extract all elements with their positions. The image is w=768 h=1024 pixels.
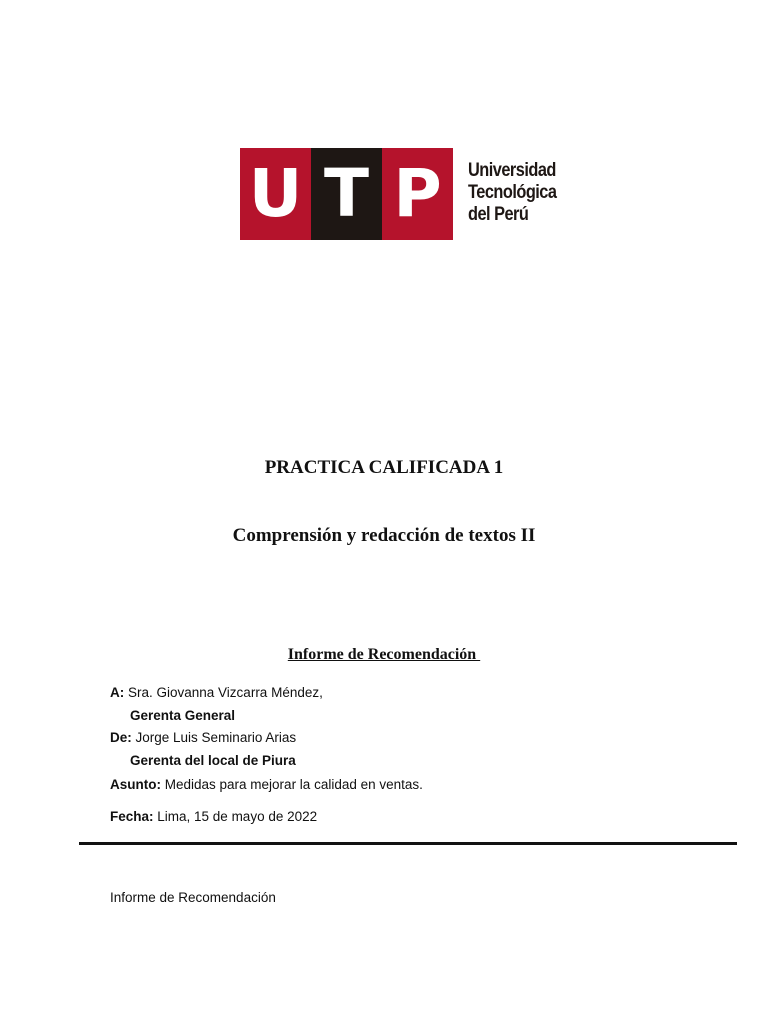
memo-to-role: Gerenta General bbox=[130, 708, 236, 723]
memo-to-label: A: bbox=[110, 685, 125, 700]
memo-subject-value: Medidas para mejorar la calidad en ventas. bbox=[161, 777, 423, 792]
header-divider bbox=[79, 842, 737, 845]
memo-from-value: Jorge Luis Seminario Arias bbox=[131, 730, 297, 745]
memo-from-role: Gerenta del local de Piura bbox=[130, 753, 296, 768]
memo-subject-label: Asunto: bbox=[110, 777, 161, 792]
utp-logo bbox=[240, 148, 566, 240]
memo-date-label: Fecha: bbox=[110, 809, 154, 824]
logo-wordmark-line-2: Tecnológica bbox=[468, 182, 557, 203]
memo-from bbox=[110, 730, 296, 746]
logo-wordmark-line-1: Universidad bbox=[468, 160, 556, 181]
report-title: Informe de Recomendación bbox=[287, 646, 481, 663]
memo-date bbox=[110, 809, 317, 825]
logo-letter-p: P bbox=[382, 148, 453, 240]
memo-to bbox=[110, 685, 323, 701]
logo-letter-u: U bbox=[240, 148, 311, 240]
memo-subject bbox=[110, 777, 423, 793]
logo-wordmark-line-3: del Perú bbox=[468, 204, 529, 225]
memo-to-value: Sra. Giovanna Vizcarra Méndez, bbox=[124, 685, 323, 700]
logo-letter-t: T bbox=[311, 148, 382, 240]
body-first-line: Informe de Recomendación bbox=[110, 890, 276, 905]
memo-date-value: Lima, 15 de mayo de 2022 bbox=[153, 809, 318, 824]
course-title: Comprensión y redacción de textos II bbox=[232, 525, 536, 546]
logo-wordmark bbox=[468, 160, 557, 226]
practice-title: PRACTICA CALIFICADA 1 bbox=[264, 457, 504, 478]
memo-from-label: De: bbox=[110, 730, 132, 745]
